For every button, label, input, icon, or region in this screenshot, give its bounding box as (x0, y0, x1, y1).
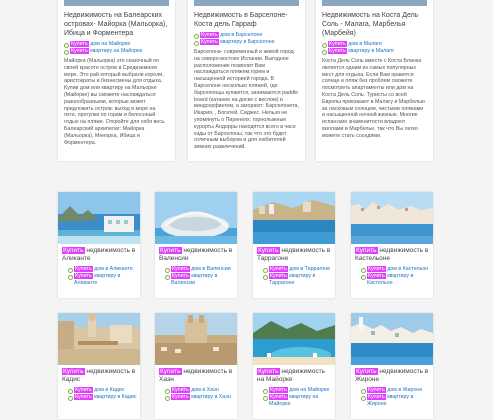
city-title[interactable]: Купить недвижимость в Хаэн (159, 368, 233, 383)
link-buy-house[interactable]: Купить дом в Валенсии (171, 266, 237, 273)
link-buy-apartment[interactable]: Купить квартиру в Барселоне (200, 39, 305, 46)
card-image-strip (322, 0, 427, 6)
region-card-costa-del-sol (316, 0, 433, 161)
region-card-baleares (58, 0, 175, 161)
city-card-alicante (58, 192, 140, 298)
city-title[interactable]: Купить недвижимость в Таррагоне (257, 247, 331, 262)
city-card-girona (351, 313, 433, 419)
link-buy-house[interactable]: Купить дом на Майорке (269, 387, 335, 394)
city-card-jaen (155, 313, 237, 419)
link-buy-house[interactable]: Купить дом в Малаге (328, 41, 433, 48)
link-buy-apartment[interactable]: Купить квартиру в Таррагоне (269, 273, 335, 287)
city-photo[interactable] (155, 192, 237, 244)
card-title[interactable]: Недвижимость на Коста Дель Соль - Малага, Марбелья (Марбейя) (322, 12, 419, 37)
city-title[interactable]: Купить недвижимость в Кадис (62, 368, 136, 383)
city-photo[interactable] (58, 192, 140, 244)
link-buy-house[interactable]: Купить дом в Кадис (74, 387, 140, 394)
link-buy-apartment[interactable]: Купить квартиру в Жироне (367, 394, 433, 408)
link-buy-house[interactable]: Купить дом в Жироне (367, 387, 433, 394)
link-buy-house[interactable]: Купить дом в Аликанте (74, 266, 140, 273)
link-buy-house[interactable]: Купить дом в Таррагоне (269, 266, 335, 273)
card-description: Барселона- современный и живой город на северо-востоке Испании. Выгодное расположение позволит Вам наслаждаться пляжем,горем и насыщенной историей города. В Барселоне несколько пляжей, где барселонцы купаются, занимаются paddle board (катание на доске с веслом) и виндсерфингом, а загорают: Барселонета, Икария, , Богатей, Сиджес. Нельзя не упомянуть о Пиренеях: горнолыжные курорты Андорры находятся всего в часе езды от Барселоны, так что это будет отличным выбором и для любителей зимних развлечений. (194, 49, 299, 151)
link-buy-apartment[interactable]: Купить квартиру на Майорке (269, 394, 335, 408)
link-buy-house[interactable]: Купить дом в Барселоне (200, 32, 305, 39)
city-photo[interactable] (58, 313, 140, 365)
link-buy-house[interactable]: Купить дом на Майорке (70, 41, 175, 48)
card-image-strip (194, 0, 299, 6)
city-card-mallorca (253, 313, 335, 419)
city-card-tarragona (253, 192, 335, 298)
city-title[interactable]: Купить недвижимость в Жироне (355, 368, 429, 383)
city-title[interactable]: Купить недвижимость на Майорке (257, 368, 325, 383)
city-title[interactable]: Купить недвижимость в Аликанте (62, 247, 136, 262)
city-card-castellon (351, 192, 433, 298)
city-card-valencia (155, 192, 237, 298)
card-image-strip (64, 0, 169, 6)
card-description: Майорка (Мальорка) это сказочный по своей красоте остров в Средиземном море. Это рай который выбрали короли, аристократы и бизнесмены для отдыха. Купив дом или квартиру на Мальорке (Майорке) вы сможете наслаждаться разнообразными, которые может предложить остров: выход в море на яхте, прогулки по горам и белоснный отдых на пляже. Откройте для себя весь Балеарский архипелаг: Майорка (Мальорка), Менорка, Ибица и Форментера. (64, 58, 165, 146)
region-card-barcelona (188, 0, 305, 161)
city-photo[interactable] (351, 192, 433, 244)
link-buy-apartment[interactable]: Купить квартиру в Малаге (328, 48, 433, 55)
city-title[interactable]: Купить недвижимость в Кастельоне (355, 247, 429, 262)
link-buy-apartment[interactable]: Купить квартиру в Валенсии (171, 273, 237, 287)
card-title[interactable]: Недвижимость на Балеарских островах- Майорка (Мальорка), Ибица и Форментера (64, 12, 168, 37)
link-buy-house[interactable]: Купить дом в Хаэн (171, 387, 237, 394)
card-title[interactable]: Недвижимость в Барселоне- Коста дель Гарраф (194, 12, 288, 28)
city-photo[interactable] (351, 313, 433, 365)
link-buy-apartment[interactable]: Купить квартиру в Аликанте (74, 273, 140, 287)
card-description: Коста Дель Соль вместе с Коста Бланка является одним из самых популярных мест для отдыха. Если Вам нравятся солнце и пляж без проблем сможете посмотреть апартаменты или дом на Коста Дель Соль. Туристы со всей Европы приезжают в Малагу и Марбелью за ласковым солнцем, чистыми пляжами и насыщенной ночной жизнью. Многие испанские знаменитости владеют виллами в Марбелье, так что Вы легко можете стать соседями. (322, 58, 425, 139)
city-title[interactable]: Купить недвижимость в Валенсии (159, 247, 233, 262)
link-buy-apartment[interactable]: Купить квартиру в Кастельон (367, 273, 433, 287)
city-photo[interactable] (253, 192, 335, 244)
city-card-cadiz (58, 313, 140, 419)
link-buy-house[interactable]: Купить дом в Кастельон (367, 266, 433, 273)
link-buy-apartment[interactable]: Купить квартиру в Кадис (74, 394, 140, 401)
city-photo[interactable] (155, 313, 237, 365)
link-buy-apartment[interactable]: Купить квартиру в Хаэн (171, 394, 237, 401)
city-photo[interactable] (253, 313, 335, 365)
link-buy-apartment[interactable]: Купить квартиру на Майорке (70, 48, 175, 55)
